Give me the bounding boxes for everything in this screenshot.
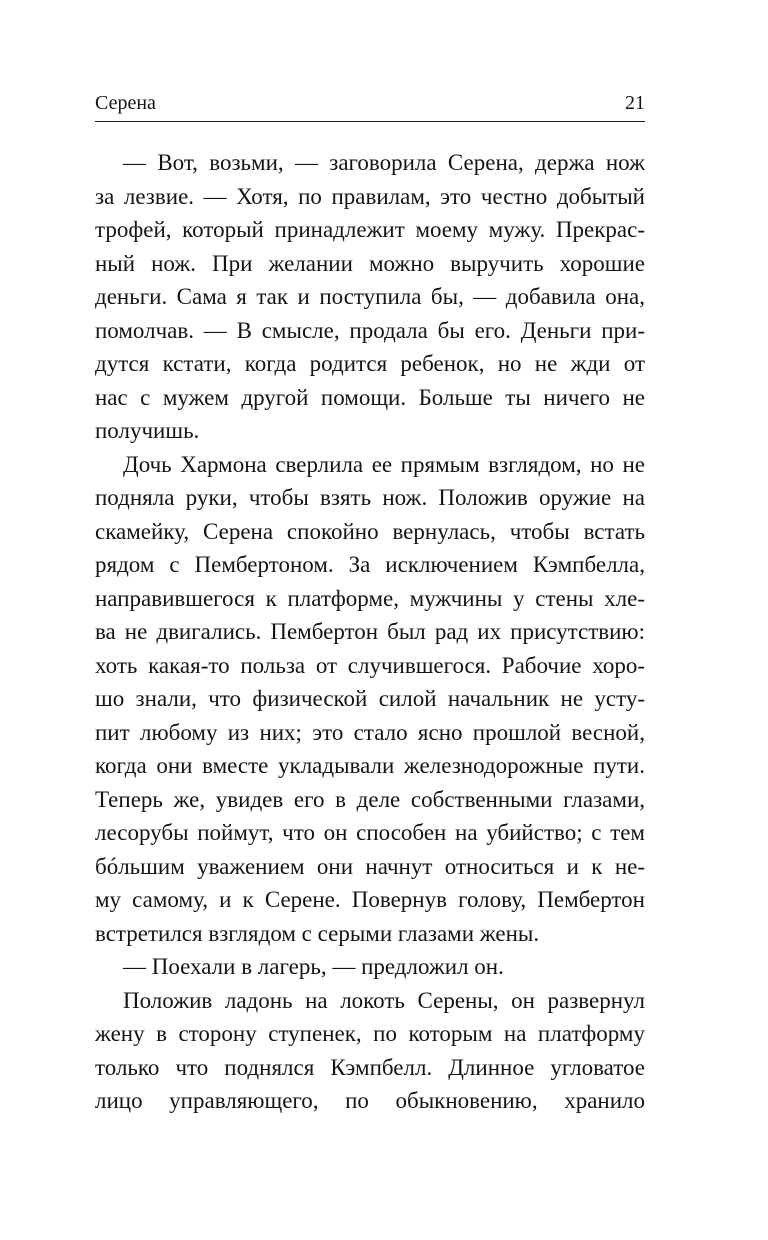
text-line: Теперь же, увидев его в деле собственными глазами,: [95, 786, 645, 812]
text-line: дутся кстати, когда родится ребенок, но не жди от: [95, 351, 645, 376]
book-page: [95, 0, 645, 1240]
text-line: рядом с Пембертоном. За исключением Кэмпбелла,: [95, 552, 645, 577]
text-line: му самому, и к Серене. Повернув голову, Пембертон: [95, 887, 645, 912]
text-line: Дочь Хармона сверлила ее прямым взглядом, но не: [123, 451, 645, 477]
paragraph: [95, 950, 645, 984]
text-line: встретился взглядом с серыми глазами жены.: [95, 920, 540, 946]
text-line: только что поднялся Кэмпбелл. Длинное угловатое: [95, 1054, 645, 1080]
text-line: нас с мужем другой помощи. Больше ты ничего не: [95, 384, 645, 410]
text-line: лесорубы поймут, что он способен на убийство; с тем: [95, 820, 645, 845]
text-line: когда они вместе укладывали железнодорожные пути.: [95, 753, 645, 778]
text-line: бóльшим уважением они начнут относиться и к не-: [95, 853, 645, 879]
text-line: трофей, который принадлежит моему мужу. Прекрас-: [95, 217, 645, 242]
text-line: деньги. Сама я так и поступила бы, — добавила она,: [95, 284, 645, 309]
text-line: — Поехали в лагерь, — предложил он.: [123, 954, 504, 979]
text-line: получишь.: [95, 418, 200, 443]
text-line: Положив ладонь на локоть Серены, он развернул: [123, 987, 645, 1013]
text-line: скамейку, Серена спокойно вернулась, чтобы встать: [95, 518, 645, 544]
paragraph: [95, 984, 645, 1118]
header-rule: [95, 121, 645, 122]
body-text: [95, 146, 645, 1118]
text-line: — Вот, возьми, — заговорила Серена, держа нож: [123, 150, 645, 175]
running-title: Серена: [95, 92, 156, 114]
page-number: 21: [625, 92, 645, 114]
text-line: хоть какая-то польза от случившегося. Рабочие хоро-: [95, 652, 645, 678]
text-line: ный нож. При желании можно выручить хорошие: [95, 250, 645, 276]
text-line: пит любому из них; это стало ясно прошлой весной,: [95, 719, 645, 745]
text-line: направившегося к платформе, мужчины у стены хле-: [95, 585, 645, 611]
text-line: помолчав. — В смысле, продала бы его. Деньги при-: [95, 317, 645, 343]
text-line: за лезвие. — Хотя, по правилам, это честно добытый: [95, 183, 645, 209]
text-line: подняла руки, чтобы взять нож. Положив оружие на: [95, 485, 645, 510]
text-line: шо знали, что физической силой начальник не усту-: [95, 686, 645, 711]
text-line: лицо управляющего, по обыкновению, хранило: [95, 1088, 645, 1113]
running-header: [95, 88, 645, 118]
paragraph: [95, 448, 645, 951]
text-line: ва не двигались. Пембертон был рад их присутствию:: [95, 619, 645, 644]
text-line: жену в сторону ступенек, по которым на платформу: [95, 1021, 645, 1046]
paragraph: [95, 146, 645, 448]
